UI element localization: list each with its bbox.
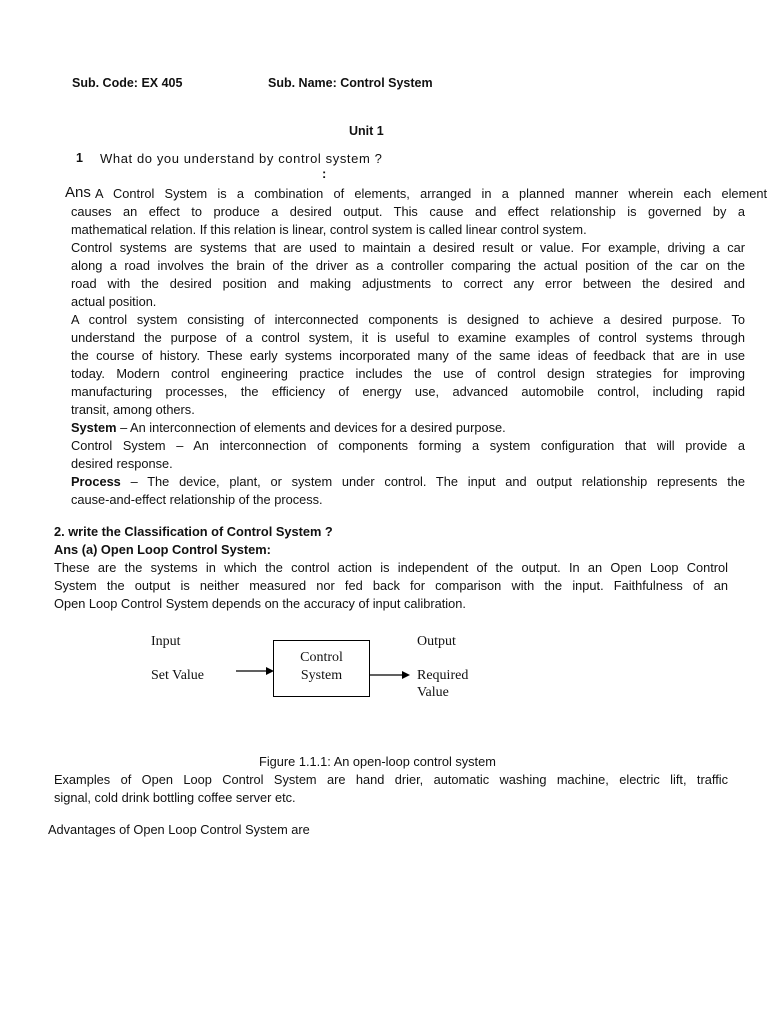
- input-arrow: [236, 664, 274, 678]
- answer-label: Ans: [65, 184, 91, 201]
- answer-3-text: understand the purpose of a control system, it is useful to examine examples of control systems through: [71, 330, 745, 345]
- diagram-input-label: Input: [151, 634, 181, 649]
- open-loop-text: System the output is neither measured nor fed back for comparison with the input. Faithfulness of an: [54, 578, 728, 593]
- answer-3-text: A control system consisting of interconnected components is designed to achieve a desired purpose. To: [71, 312, 745, 327]
- examples-text: Examples of Open Loop Control System are hand drier, automatic washing machine, electric lift, traffic: [54, 772, 728, 787]
- unit-title: Unit 1: [349, 124, 384, 138]
- question-1-colon: :: [322, 166, 327, 181]
- open-loop-text: These are the systems in which the control action is independent of the output. In an Open Loop Control: [54, 560, 728, 575]
- control-system-box-label: [273, 649, 370, 685]
- process-def-text: – The device, plant, or system under control. The input and output relationship represents the: [120, 474, 745, 489]
- box-line-1: Control: [300, 650, 343, 665]
- process-term: Process: [71, 474, 121, 489]
- answer-1-body: [71, 203, 745, 509]
- answer-1-text: A Control System is a combination of elements, arranged in a planned manner wherein each element: [95, 186, 767, 201]
- system-term: System: [71, 420, 117, 435]
- process-definition-cont: cause-and-effect relationship of the process.: [71, 492, 323, 507]
- question-1-number: 1: [76, 151, 83, 165]
- answer-3-text: today. Modern control engineering practice includes the use of control design strategies for improving: [71, 366, 745, 381]
- system-definition: [71, 419, 745, 437]
- open-loop-text: Open Loop Control System depends on the accuracy of input calibration.: [54, 596, 466, 611]
- required-line-2: Value: [417, 685, 449, 700]
- control-system-definition-cont: desired response.: [71, 456, 173, 471]
- box-line-2: System: [300, 668, 343, 683]
- question-1-text: What do you understand by control system ?: [100, 151, 383, 166]
- diagram-output-label: Output: [417, 634, 456, 649]
- open-loop-description: [54, 559, 728, 613]
- examples-paragraph: [54, 771, 728, 807]
- examples-text: signal, cold drink bottling coffee server etc.: [54, 790, 296, 805]
- figure-caption: Figure 1.1.1: An open-loop control system: [259, 754, 496, 769]
- answer-1-text: mathematical relation. If this relation is linear, control system is called linear control system.: [71, 222, 587, 237]
- diagram-set-value: Set Value: [151, 668, 205, 683]
- answer-2-heading: Ans (a) Open Loop Control System:: [54, 542, 271, 557]
- answer-1-line-1: [95, 185, 767, 203]
- answer-3-text: the course of history. These early systems incorporated many of the same ideas of feedback that are in use: [71, 348, 745, 363]
- answer-3-text: transit, among others.: [71, 402, 195, 417]
- subject-name: Sub. Name: Control System: [268, 76, 433, 90]
- control-system-definition: Control System – An interconnection of components forming a system configuration that will provide a: [71, 438, 745, 453]
- subject-code: Sub. Code: EX 405: [72, 76, 183, 90]
- advantages-heading: Advantages of Open Loop Control System are: [48, 822, 310, 837]
- answer-2-text: actual position.: [71, 294, 157, 309]
- required-line-1: Required: [417, 668, 469, 683]
- answer-2-text: Control systems are systems that are used to maintain a desired result or value. For example, driving a car: [71, 240, 745, 255]
- output-arrow: [370, 668, 410, 682]
- system-def-text: – An interconnection of elements and devices for a desired purpose.: [116, 420, 506, 435]
- process-definition: [71, 473, 745, 491]
- answer-2-text: road with the desired position and making adjustments to correct any error between the desired and: [71, 276, 745, 291]
- answer-2-text: along a road involves the brain of the driver as a controller comparing the actual position of the car on the: [71, 258, 745, 273]
- answer-3-text: manufacturing processes, the efficiency of energy use, advanced automobile control, including rapid: [71, 384, 745, 399]
- diagram-required-value: [417, 667, 468, 701]
- answer-1-text: causes an effect to produce a desired output. This cause and effect relationship is governed by a: [71, 204, 745, 219]
- question-2-text: 2. write the Classification of Control System ?: [54, 524, 333, 539]
